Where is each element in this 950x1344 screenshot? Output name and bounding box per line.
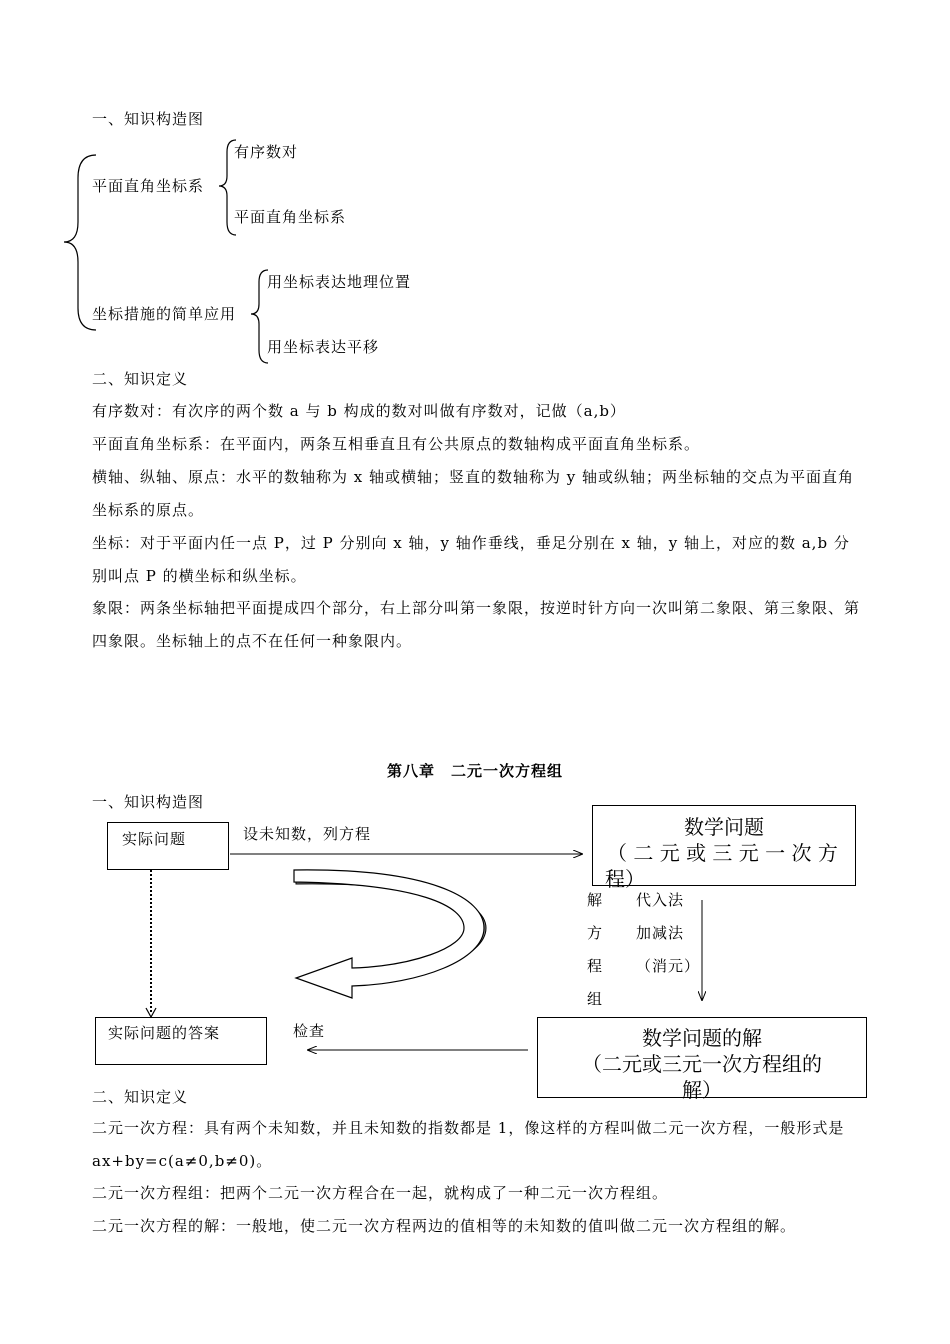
arrow-label-set-unknowns: 设未知数，列方程 bbox=[243, 825, 372, 843]
tree-root1-child1: 有序数对 bbox=[234, 143, 299, 161]
definition-equation-system: 二元一次方程组：把两个二元一次方程合在一起，就构成了一种二元一次方程组。 bbox=[92, 1184, 669, 1202]
box-answer-label: 实际问题的答案 bbox=[108, 1024, 221, 1042]
box-actual-label: 实际问题 bbox=[122, 830, 187, 848]
curved-arrow bbox=[294, 870, 484, 998]
definition-solution: 二元一次方程的解：一般地，使二元一次方程两边的值相等的未知数的值叫做二元一次方程组的解。 bbox=[92, 1217, 797, 1235]
chapter8-def-heading: 二、知识定义 bbox=[92, 1088, 189, 1106]
box-solution-title: 数学问题的解 bbox=[642, 1026, 762, 1050]
tree-root2-child1: 用坐标表达地理位置 bbox=[267, 273, 412, 291]
box-actual-answer bbox=[95, 1017, 267, 1065]
chapter8-heading: 一、知识构造图 bbox=[92, 793, 205, 811]
box-math-line2: （ 二 元 或 三 元 一 次 方 bbox=[607, 841, 838, 865]
solve-char-4: 组 bbox=[587, 990, 604, 1008]
tree-root1-child2: 平面直角坐标系 bbox=[234, 208, 347, 226]
tree-root1: 平面直角坐标系 bbox=[92, 177, 205, 195]
solve-char-1: 解 bbox=[587, 891, 604, 909]
tree-root2: 坐标措施的简单应用 bbox=[92, 305, 237, 323]
method-elimination: 加减法 bbox=[636, 924, 685, 942]
definition-axes-origin: 横轴、纵轴、原点：水平的数轴称为 x 轴或横轴；竖直的数轴称为 y 轴或纵轴；两坐标轴的交点为平面直角坐标系的原点。 bbox=[92, 468, 855, 519]
check-label: 检查 bbox=[293, 1022, 326, 1040]
method-substitution: 代入法 bbox=[636, 891, 685, 909]
tree-root2-child2: 用坐标表达平移 bbox=[267, 338, 380, 356]
definition-quadrants: 象限：两条坐标轴把平面提成四个部分，右上部分叫第一象限，按逆时针方向一次叫第二象限、第三象限、第四象限。坐标轴上的点不在任何一种象限内。 bbox=[92, 599, 861, 650]
method-note: （消元） bbox=[636, 957, 701, 975]
box-solution-line3: 解） bbox=[682, 1078, 722, 1102]
box-math-problem bbox=[592, 805, 856, 891]
chapter-title: 第八章 二元一次方程组 bbox=[386, 762, 563, 780]
box-math-solution bbox=[537, 1017, 867, 1102]
box-actual-problem bbox=[107, 822, 229, 870]
box-math-line3: 程） bbox=[605, 867, 645, 891]
definition-coordinates: 坐标：对于平面内任一点 P，过 P 分别向 x 轴，y 轴作垂线，垂足分别在 x 轴，y 轴上，对应的数 a,b 分别叫点 P 的横坐标和纵坐标。 bbox=[92, 534, 850, 585]
box-solution-line2: （二元或三元一次方程组的 bbox=[582, 1052, 822, 1076]
solve-char-2: 方 bbox=[587, 924, 604, 942]
section2-heading: 二、知识定义 bbox=[92, 370, 189, 388]
section1-heading: 一、知识构造图 bbox=[92, 110, 205, 128]
definition-coordinate-system: 平面直角坐标系：在平面内，两条互相垂直且有公共原点的数轴构成平面直角坐标系。 bbox=[92, 435, 701, 453]
definition-ordered-pair: 有序数对：有次序的两个数 a 与 b 构成的数对叫做有序数对，记做（a,b） bbox=[92, 402, 626, 420]
solve-char-3: 程 bbox=[587, 957, 604, 975]
box-math-title: 数学问题 bbox=[684, 815, 764, 839]
definition-linear-equation: 二元一次方程：具有两个未知数，并且未知数的指数都是 1，像这样的方程叫做二元一次方程，一般形式是 ax+by=c(a≠0,b≠0)。 bbox=[92, 1119, 845, 1170]
